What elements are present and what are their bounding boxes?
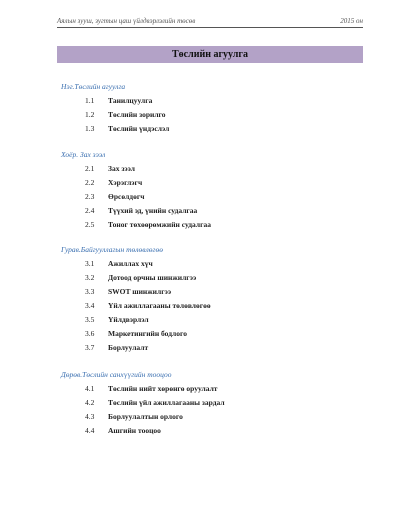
toc-item-number: 3.7	[85, 343, 95, 352]
header-left-text: Аялын зууш, зугтын цаш үйлдвэрлэлийн төсөв	[57, 17, 196, 25]
toc-item	[85, 301, 211, 310]
toc-item-label: Төслийн үндэслэл	[108, 124, 170, 133]
toc-item-number: 1.1	[85, 96, 95, 105]
toc-item	[85, 329, 187, 338]
toc-item-number: 3.2	[85, 273, 95, 282]
toc-item-number: 4.3	[85, 412, 95, 421]
toc-item	[85, 426, 161, 435]
toc-item-label: Ажиллах хүч	[108, 259, 153, 268]
toc-item	[85, 259, 153, 268]
toc-item	[85, 273, 196, 282]
toc-item-number: 2.1	[85, 164, 95, 173]
toc-item-label: Төслийн үйл ажиллагааны зардал	[108, 398, 225, 407]
toc-item-number: 1.2	[85, 110, 95, 119]
toc-item-label: SWOT шинжилгээ	[108, 287, 172, 296]
toc-item-label: Дотоод орчны шинжилгээ	[108, 273, 197, 282]
toc-item-label: Тоног төхөөрөмжийн судалгаа	[108, 220, 211, 229]
toc-item	[85, 124, 169, 133]
toc-item-number: 4.1	[85, 384, 95, 393]
page-header	[57, 17, 363, 28]
toc-item-label: Зах зээл	[108, 164, 135, 173]
toc-item	[85, 220, 211, 229]
toc-item-number: 4.2	[85, 398, 95, 407]
toc-item-number: 3.4	[85, 301, 95, 310]
toc-title-bar	[57, 46, 363, 63]
toc-item-label: Хэрэглэгч	[108, 178, 143, 187]
header-year: 2015 он	[340, 17, 363, 25]
toc-item-number: 2.3	[85, 192, 95, 201]
toc-item-number: 1.3	[85, 124, 95, 133]
toc-item-label: Үйлдвэрлэл	[108, 315, 149, 324]
toc-item	[85, 287, 171, 296]
toc-item-number: 3.1	[85, 259, 95, 268]
toc-item	[85, 315, 149, 324]
toc-item	[85, 164, 135, 173]
toc-item-label: Танилцуулга	[108, 96, 153, 105]
toc-item-number: 3.6	[85, 329, 95, 338]
toc-item-number: 3.3	[85, 287, 95, 296]
section-title-1: Нэг.Төслийн агуулга	[61, 82, 126, 91]
section-title-4: Дөрөв.Төслийн санхүүгийн тооцоо	[61, 370, 172, 379]
toc-item-number: 2.2	[85, 178, 95, 187]
toc-item	[85, 192, 144, 201]
toc-item	[85, 412, 183, 421]
toc-item	[85, 96, 152, 105]
toc-item	[85, 178, 142, 187]
toc-item	[85, 343, 148, 352]
toc-item-label: Өрсөлдөгч	[108, 192, 145, 201]
toc-item	[85, 110, 166, 119]
toc-item-label: Төслийн зорилго	[108, 110, 166, 119]
toc-item	[85, 384, 217, 393]
section-title-3: Гурав.Байгууллагын төлөвлөгөө	[61, 245, 163, 254]
toc-item-label: Борлуулалтын орлого	[108, 412, 183, 421]
section-title-2: Хоёр. Зах зээл	[61, 150, 106, 159]
toc-item-number: 2.4	[85, 206, 95, 215]
toc-item-label: Түүхий эд, үнийн судалгаа	[108, 206, 198, 215]
toc-item-label: Борлуулалт	[108, 343, 149, 352]
toc-item-number: 2.5	[85, 220, 95, 229]
toc-item-label: Маркетингийн бодлого	[108, 329, 187, 338]
toc-item-label: Ашгийн тооцоо	[108, 426, 161, 435]
toc-item-number: 4.4	[85, 426, 95, 435]
toc-item-number: 3.5	[85, 315, 95, 324]
toc-item	[85, 206, 197, 215]
toc-item-label: Төслийн нийт хөрөнгө оруулалт	[108, 384, 218, 393]
page-title: Төслийн агуулга	[172, 49, 248, 60]
toc-item	[85, 398, 225, 407]
toc-item-label: Үйл ажиллагааны төлөвлөгөө	[108, 301, 211, 310]
